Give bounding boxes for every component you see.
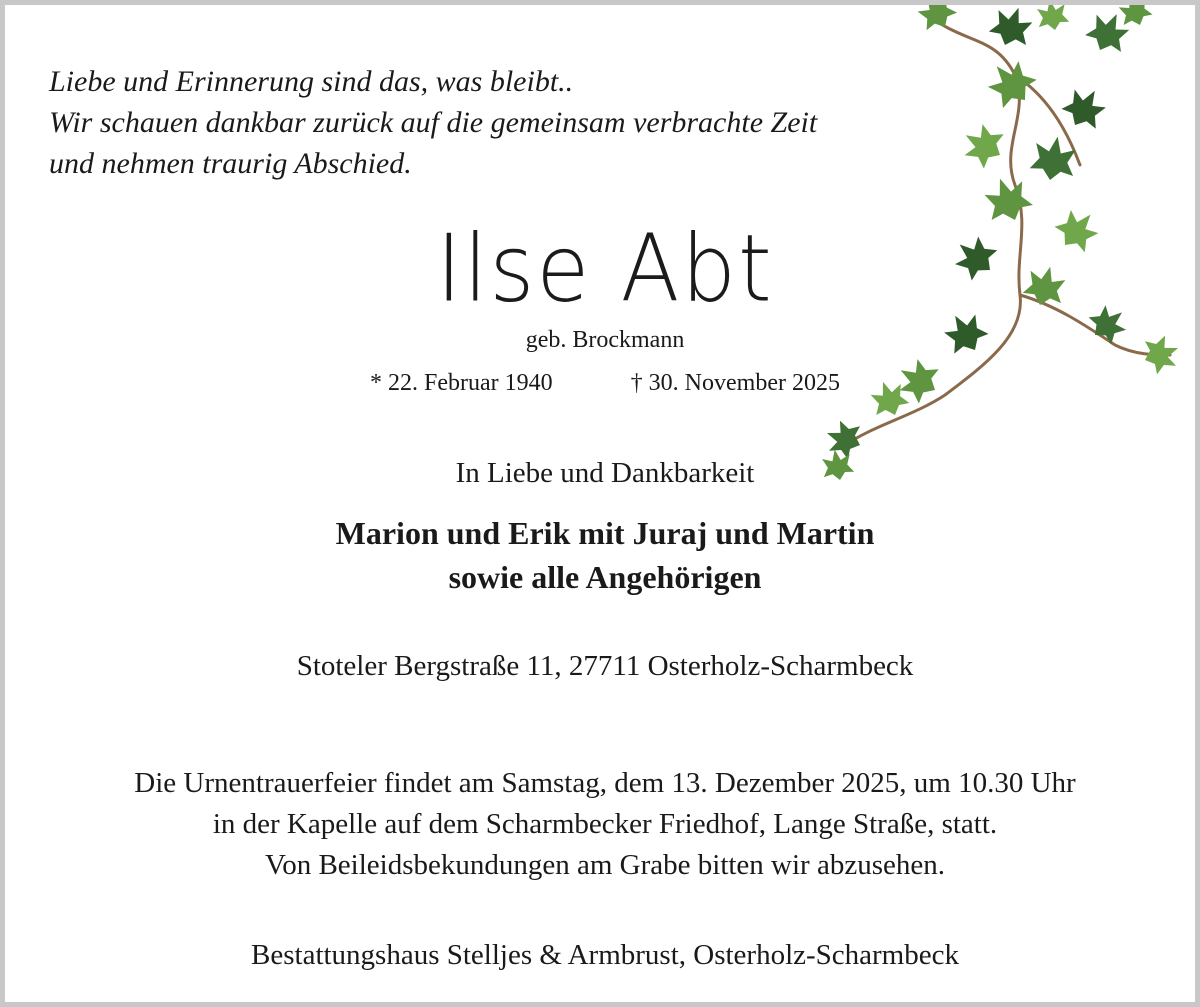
- birth-name: geb. Brockmann: [525, 327, 685, 353]
- service-line-1: Die Urnentrauerfeier findet am Samstag, dem 13. Dezember 2025, um 10.30 Uhr: [134, 767, 1076, 799]
- address: Stoteler Bergstraße 11, 27711 Osterholz-Scharmbeck: [296, 650, 914, 682]
- motto-line-1: Liebe und Erinnerung sind das, was bleibt..: [49, 65, 574, 98]
- mourners-line-1: Marion und Erik mit Juraj und Martin: [335, 515, 875, 551]
- service-info: [5, 763, 1200, 886]
- birth-date: * 22. Februar 1940: [370, 370, 553, 396]
- lead-line: In Liebe und Dankbarkeit: [455, 457, 755, 489]
- undertaker: Bestattungshaus Stelljes & Armbrust, Osterholz-Scharmbeck: [251, 939, 959, 971]
- motto-line-2: Wir schauen dankbar zurück auf die gemeinsam verbrachte Zeit: [49, 106, 818, 139]
- life-dates: [5, 370, 1200, 397]
- motto-quote: [49, 61, 949, 184]
- mourners: [5, 511, 1200, 599]
- mourners-line-2: sowie alle Angehörigen: [448, 559, 762, 595]
- motto-line-3: und nehmen traurig Abschied.: [49, 147, 412, 180]
- service-line-3: Von Beileidsbekundungen am Grabe bitten wir abzusehen.: [265, 849, 945, 881]
- death-date: † 30. November 2025: [630, 370, 840, 396]
- service-line-2: in der Kapelle auf dem Scharmbecker Friedhof, Lange Straße, statt.: [212, 808, 998, 840]
- deceased-name: Ilse Abt: [436, 215, 774, 323]
